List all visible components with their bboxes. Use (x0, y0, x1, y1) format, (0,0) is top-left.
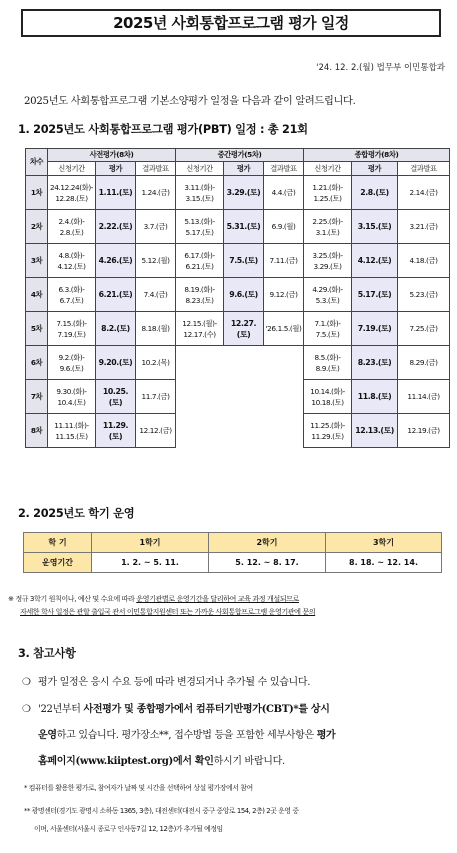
cell-line: 7.5.(토) (315, 329, 340, 339)
cell-line: 7.19.(토) (57, 329, 86, 339)
cell-line: 12.17.(수) (183, 329, 216, 339)
result-date: 7.11.(금) (264, 244, 304, 278)
exam-date: 9.20.(토) (96, 346, 136, 380)
cell-line: 5.13.(화)- (184, 216, 215, 226)
footnote-2-line-2: 이며, 서울센터(서울시 종로구 인사동7길 12, 12층)가 추가될 예정임 (34, 825, 223, 833)
round-label: 3차 (26, 244, 48, 278)
apply-period (48, 278, 96, 312)
semester-header-2: 2학기 (209, 533, 326, 553)
cell-line: 3.11.(화)- (184, 182, 215, 192)
cell-line: 10.18.(토) (311, 397, 344, 407)
cell-line: 6.3.(화)- (58, 284, 85, 294)
footnote-1: * 컴퓨터를 활용한 평가로, 참여자가 날짜 및 시간을 선택하여 상설 평가장에서 참여 (24, 784, 253, 792)
cell-line: 2.25.(화)- (312, 216, 343, 226)
reference-item-2 (22, 697, 447, 775)
result-date: 3.7.(금) (136, 210, 176, 244)
cell-line: 8.19.(화)- (184, 284, 215, 294)
round-label: 6차 (26, 346, 48, 380)
exam-date: 8.23.(토) (352, 346, 398, 380)
result-date: '26.1.5.(월) (264, 312, 304, 346)
exam-date: 11.29.(토) (96, 414, 136, 448)
round-label: 2차 (26, 210, 48, 244)
schedule-row (26, 210, 450, 244)
exam-date: 3.29.(토) (224, 176, 264, 210)
exam-date: 8.2.(토) (96, 312, 136, 346)
cell-line: 6.7.(토) (59, 295, 84, 305)
result-date: 4.4.(금) (264, 176, 304, 210)
cell-line: 3.1.(토) (315, 227, 340, 237)
apply-period (304, 414, 352, 448)
exam-date: 11.8.(토) (352, 380, 398, 414)
cell-line: 1.25.(토) (313, 193, 342, 203)
result-date: 12.19.(금) (398, 414, 450, 448)
issue-date: '24. 12. 2.(월) 법무부 이민통합과 (316, 63, 445, 73)
section-3-heading: 3. 참고사항 (18, 647, 76, 660)
semester-period-label: 운영기간 (24, 553, 92, 573)
cell-line: 24.12.24(화)- (49, 182, 94, 192)
apply-period (176, 176, 224, 210)
cell-line: 3.15.(토) (185, 193, 214, 203)
cell-line: 8.5.(화)- (314, 352, 341, 362)
round-label: 5차 (26, 312, 48, 346)
result-date: 11.14.(금) (398, 380, 450, 414)
reference-text-2a: '22년부터 (38, 704, 84, 715)
pbt-schedule-table (25, 148, 450, 448)
exam-date: 1.11.(토) (96, 176, 136, 210)
schedule-row (26, 176, 450, 210)
result-date: 7.4.(금) (136, 278, 176, 312)
apply-period (48, 244, 96, 278)
apply-period (304, 278, 352, 312)
cell-line: 7.1.(화)- (314, 318, 341, 328)
apply-period (304, 176, 352, 210)
apply-period (48, 210, 96, 244)
schedule-row (26, 346, 450, 380)
apply-period (48, 346, 96, 380)
exam-date: 4.12.(토) (352, 244, 398, 278)
apply-period (48, 380, 96, 414)
reference-text-2e: 평가 (316, 730, 336, 741)
exam-date: 12.13.(토) (352, 414, 398, 448)
sub-header-apply: 신청기간 (176, 162, 224, 176)
cell-line: 10.4.(토) (57, 397, 86, 407)
exam-date: 7.5.(토) (224, 244, 264, 278)
semester-table (23, 532, 442, 573)
cell-line: 5.3.(토) (315, 295, 340, 305)
result-date: 7.25.(금) (398, 312, 450, 346)
sub-header-apply: 신청기간 (304, 162, 352, 176)
sub-header-apply: 신청기간 (48, 162, 96, 176)
cell-line: 6.21.(토) (185, 261, 214, 271)
sub-header-result: 결과발표 (264, 162, 304, 176)
result-date: 8.18.(월) (136, 312, 176, 346)
exam-date: 5.31.(토) (224, 210, 264, 244)
group-header-pre: 사전평가(8차) (48, 149, 176, 162)
cell-line: 4.8.(화)- (58, 250, 85, 260)
result-date: 5.12.(월) (136, 244, 176, 278)
semester-header-1: 1학기 (92, 533, 209, 553)
apply-period (304, 244, 352, 278)
cell-line: 3.25.(화)- (312, 250, 343, 260)
apply-period (48, 414, 96, 448)
reference-item-1 (22, 670, 447, 696)
cell-line: 11.11.(화)- (54, 420, 89, 430)
cell-line: 4.12.(토) (57, 261, 86, 271)
result-date: 1.24.(금) (136, 176, 176, 210)
cell-line: 12.28.(토) (55, 193, 88, 203)
result-date: 6.9.(월) (264, 210, 304, 244)
apply-period (48, 176, 96, 210)
group-header-mid: 중간평가(5차) (176, 149, 304, 162)
apply-period (176, 278, 224, 312)
exam-date: 4.26.(토) (96, 244, 136, 278)
cell-line: 4.29.(화)- (312, 284, 343, 294)
apply-period (304, 380, 352, 414)
sub-header-exam: 평가 (96, 162, 136, 176)
round-header: 차수 (26, 149, 48, 176)
round-label: 7차 (26, 380, 48, 414)
apply-period (304, 210, 352, 244)
apply-period (304, 346, 352, 380)
result-date: 11.7.(금) (136, 380, 176, 414)
apply-period (48, 312, 96, 346)
cell-line: 9.6.(토) (59, 363, 84, 373)
cell-line: 5.17.(토) (185, 227, 214, 237)
semester-2-period: 5. 12. ~ 8. 17. (209, 553, 326, 573)
group-header-final: 종합평가(8차) (304, 149, 450, 162)
result-date: 12.12.(금) (136, 414, 176, 448)
apply-period (176, 244, 224, 278)
sub-header-exam: 평가 (224, 162, 264, 176)
round-label: 4차 (26, 278, 48, 312)
apply-period (176, 210, 224, 244)
exam-date: 9.6.(토) (224, 278, 264, 312)
note-text-2-underlined: 자세한 학사 일정은 관할 출입국 관서 이민통합지원센터 또는 가까운 사회통합프로그램 운영기관에 문의 (20, 607, 316, 616)
cell-line: 6.17.(화)- (184, 250, 215, 260)
result-date: 9.12.(금) (264, 278, 304, 312)
circle-bullet-icon: ❍ (22, 677, 31, 688)
result-date: 8.29.(금) (398, 346, 450, 380)
circle-bullet-icon: ❍ (22, 704, 31, 715)
sub-header-result: 결과발표 (136, 162, 176, 176)
semester-1-period: 1. 2. ~ 5. 11. (92, 553, 209, 573)
semester-note (8, 592, 448, 618)
footnote-2 (24, 802, 449, 838)
exam-date: 2.22.(토) (96, 210, 136, 244)
page-title: 2025년 사회통합프로그램 평가 일정 (21, 9, 441, 37)
cell-line: 8.9.(토) (315, 363, 340, 373)
semester-header-label: 학 기 (24, 533, 92, 553)
cell-line: 11.25.(화)- (310, 420, 345, 430)
kiiptest-link[interactable]: 홈페이지(www.kiiptest.org)에서 확인 (38, 756, 214, 767)
round-label: 1차 (26, 176, 48, 210)
result-date: 10.2.(목) (136, 346, 176, 380)
cell-line: 2.4.(화)- (58, 216, 85, 226)
result-date: 2.14.(금) (398, 176, 450, 210)
exam-date: 10.25.(토) (96, 380, 136, 414)
reference-text-2g: 하시기 바랍니다. (213, 756, 285, 767)
note-text-1-underlined: 운영기관별로 운영기간을 달리하여 교육 과정 개설되므로 (136, 594, 299, 603)
cell-line: 7.15.(화)- (56, 318, 87, 328)
cell-line: 11.15.(토) (55, 431, 88, 441)
reference-text-2d: 하고 있습니다. 평가장소**, 접수방법 등을 포함한 세부사항은 (56, 730, 317, 741)
exam-date: 12.27.(토) (224, 312, 264, 346)
cell-line: 9.30.(화)- (56, 386, 87, 396)
result-date: 3.21.(금) (398, 210, 450, 244)
reference-text-1: 평가 일정은 응시 수요 등에 따라 변경되거나 추가될 수 있습니다. (38, 677, 311, 688)
cell-line: 3.29.(토) (313, 261, 342, 271)
empty-cell (176, 346, 304, 448)
round-label: 8차 (26, 414, 48, 448)
sub-header-exam: 평가 (352, 162, 398, 176)
exam-date: 6.21.(토) (96, 278, 136, 312)
result-date: 4.18.(금) (398, 244, 450, 278)
schedule-row (26, 312, 450, 346)
reference-text-2b: 사전평가 및 종합평가에서 컴퓨터기반평가(CBT)*를 상시 (83, 704, 330, 715)
cell-line: 11.29.(토) (311, 431, 344, 441)
schedule-row (26, 278, 450, 312)
semester-header-3: 3학기 (326, 533, 442, 553)
cell-line: 12.15.(월)- (182, 318, 217, 328)
sub-header-result: 결과발표 (398, 162, 450, 176)
apply-period (176, 312, 224, 346)
cell-line: 8.23.(토) (185, 295, 214, 305)
footnote-2-line-1: ** 광명센터(경기도 광명시 소하동 1365, 3층), 대전센터(대전시 중구 중앙로 154, 2층) 2곳 운영 중 (24, 807, 299, 815)
reference-text-2c: 운영 (38, 730, 57, 741)
cell-line: 1.21.(화)- (312, 182, 343, 192)
intro-text: 2025년도 사회통합프로그램 기본소양평가 일정을 다음과 같이 알려드립니다. (24, 96, 356, 107)
note-text-1: 정규 3학기 원칙이나, 예산 및 수요에 따라 (15, 594, 137, 603)
schedule-row (26, 244, 450, 278)
cell-line: 9.2.(화)- (58, 352, 85, 362)
section-1-heading: 1. 2025년도 사회통합프로그램 평가(PBT) 일정 : 총 21회 (18, 123, 308, 136)
cell-line: 10.14.(화)- (310, 386, 345, 396)
apply-period (304, 312, 352, 346)
semester-3-period: 8. 18. ~ 12. 14. (326, 553, 442, 573)
note-mark: ※ (8, 594, 14, 603)
result-date: 5.23.(금) (398, 278, 450, 312)
exam-date: 5.17.(토) (352, 278, 398, 312)
exam-date: 2.8.(토) (352, 176, 398, 210)
section-2-heading: 2. 2025년도 학기 운영 (18, 507, 135, 520)
exam-date: 7.19.(토) (352, 312, 398, 346)
exam-date: 3.15.(토) (352, 210, 398, 244)
cell-line: 2.8.(토) (59, 227, 84, 237)
